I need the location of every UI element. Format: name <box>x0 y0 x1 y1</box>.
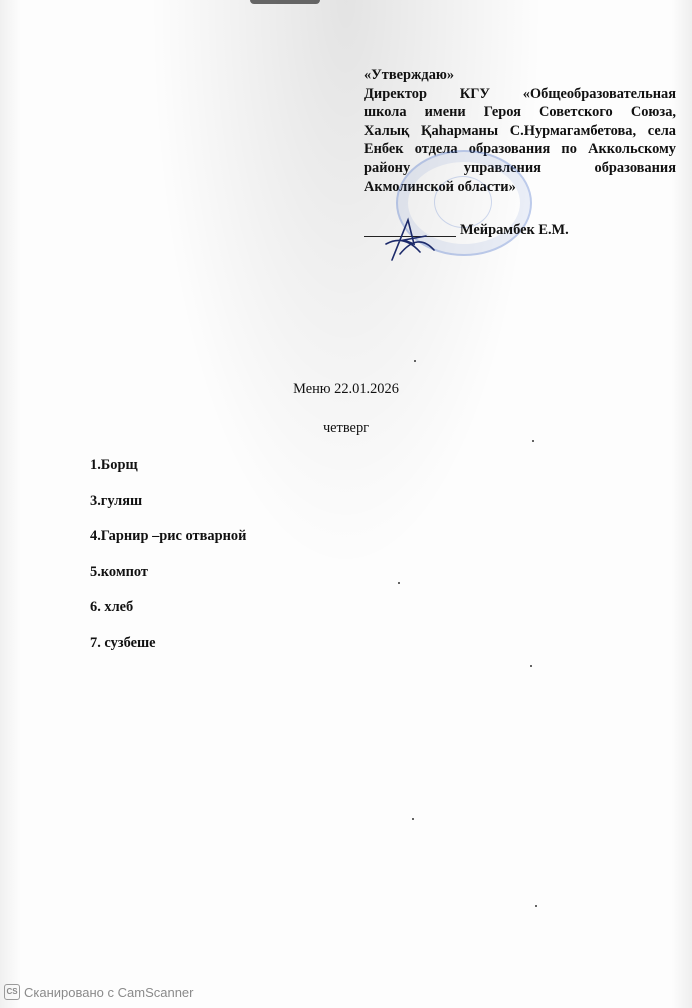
scan-speck <box>412 818 414 820</box>
menu-item: 1.Борщ <box>90 457 138 473</box>
approval-line: Акмолинской области» <box>364 178 516 195</box>
approval-line: школа имени Героя Советского Союза, <box>364 104 676 121</box>
approval-line: Директор КГУ «Общеобразовательная <box>364 85 676 102</box>
menu-title: Меню 22.01.2026 <box>293 381 399 397</box>
menu-item: 7. сузбеше <box>90 634 156 651</box>
menu-item: 4.Гарнир –рис отварной <box>90 528 247 544</box>
approval-heading: «Утверждаю» <box>364 67 455 83</box>
watermark-text: Сканировано с CamScanner <box>24 984 194 1000</box>
scan-speck <box>535 905 537 907</box>
signer-name: Мейрамбек Е.М. <box>460 222 569 238</box>
menu-item: 5.компот <box>90 563 148 580</box>
signature-row <box>364 216 676 262</box>
camscanner-logo-icon: CS <box>4 984 20 1000</box>
scan-smudge <box>250 0 320 4</box>
scanner-watermark <box>4 983 193 1001</box>
menu-day: четверг <box>322 420 370 436</box>
scan-speck <box>398 582 400 584</box>
approval-line: району управления образования <box>364 159 676 176</box>
approval-line: Халық Қаһарманы С.Нурмагамбетова, села <box>364 122 676 139</box>
menu-item: 6. хлеб <box>90 599 134 615</box>
signature-mark <box>374 214 444 262</box>
menu-item: 3.гуляш <box>90 492 143 509</box>
scan-speck <box>414 360 416 362</box>
menu-list <box>90 456 246 669</box>
scan-speck <box>532 440 534 442</box>
approval-line: Енбек отдела образования по Аккольскому <box>364 141 676 158</box>
scan-speck <box>530 665 532 667</box>
